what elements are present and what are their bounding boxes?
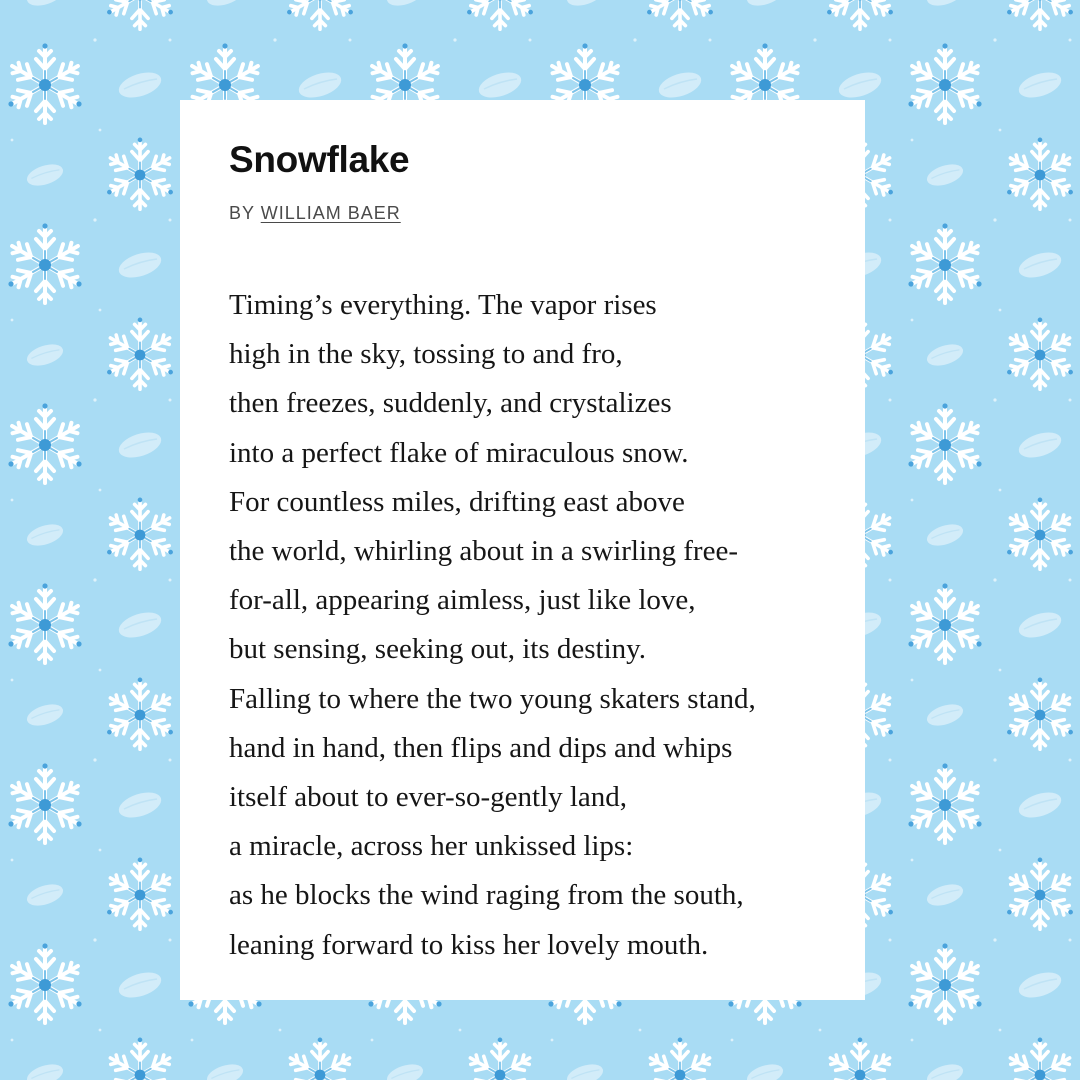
author-link[interactable]: WILLIAM BAER (260, 203, 401, 223)
poem-line: as he blocks the wind raging from the south, (229, 879, 744, 912)
poem-title: Snowflake (229, 139, 410, 180)
poem-line: then freezes, suddenly, and crystalizes (229, 387, 672, 420)
poem-line: hand in hand, then flips and dips and whips (229, 731, 733, 764)
byline (229, 202, 865, 224)
poem-line: high in the sky, tossing to and fro, (229, 338, 623, 371)
poem-line: Falling to where the two young skaters stand, (229, 682, 756, 715)
poem-line: for-all, appearing aimless, just like love, (229, 584, 696, 617)
poem-line: For countless miles, drifting east above (229, 485, 685, 518)
poem-body (229, 281, 865, 970)
poem-line: into a perfect flake of miraculous snow. (229, 436, 689, 469)
poem-line: but sensing, seeking out, its destiny. (229, 633, 646, 666)
poem-card (180, 100, 865, 1000)
poem-line: leaning forward to kiss her lovely mouth. (229, 928, 709, 961)
poem-line: Timing’s everything. The vapor rises (229, 289, 657, 321)
byline-prefix: BY (229, 203, 255, 223)
poem-line: itself about to ever-so-gently land, (229, 781, 628, 814)
poem-line: a miracle, across her unkissed lips: (229, 830, 634, 863)
poem-line: the world, whirling about in a swirling free- (229, 535, 738, 568)
